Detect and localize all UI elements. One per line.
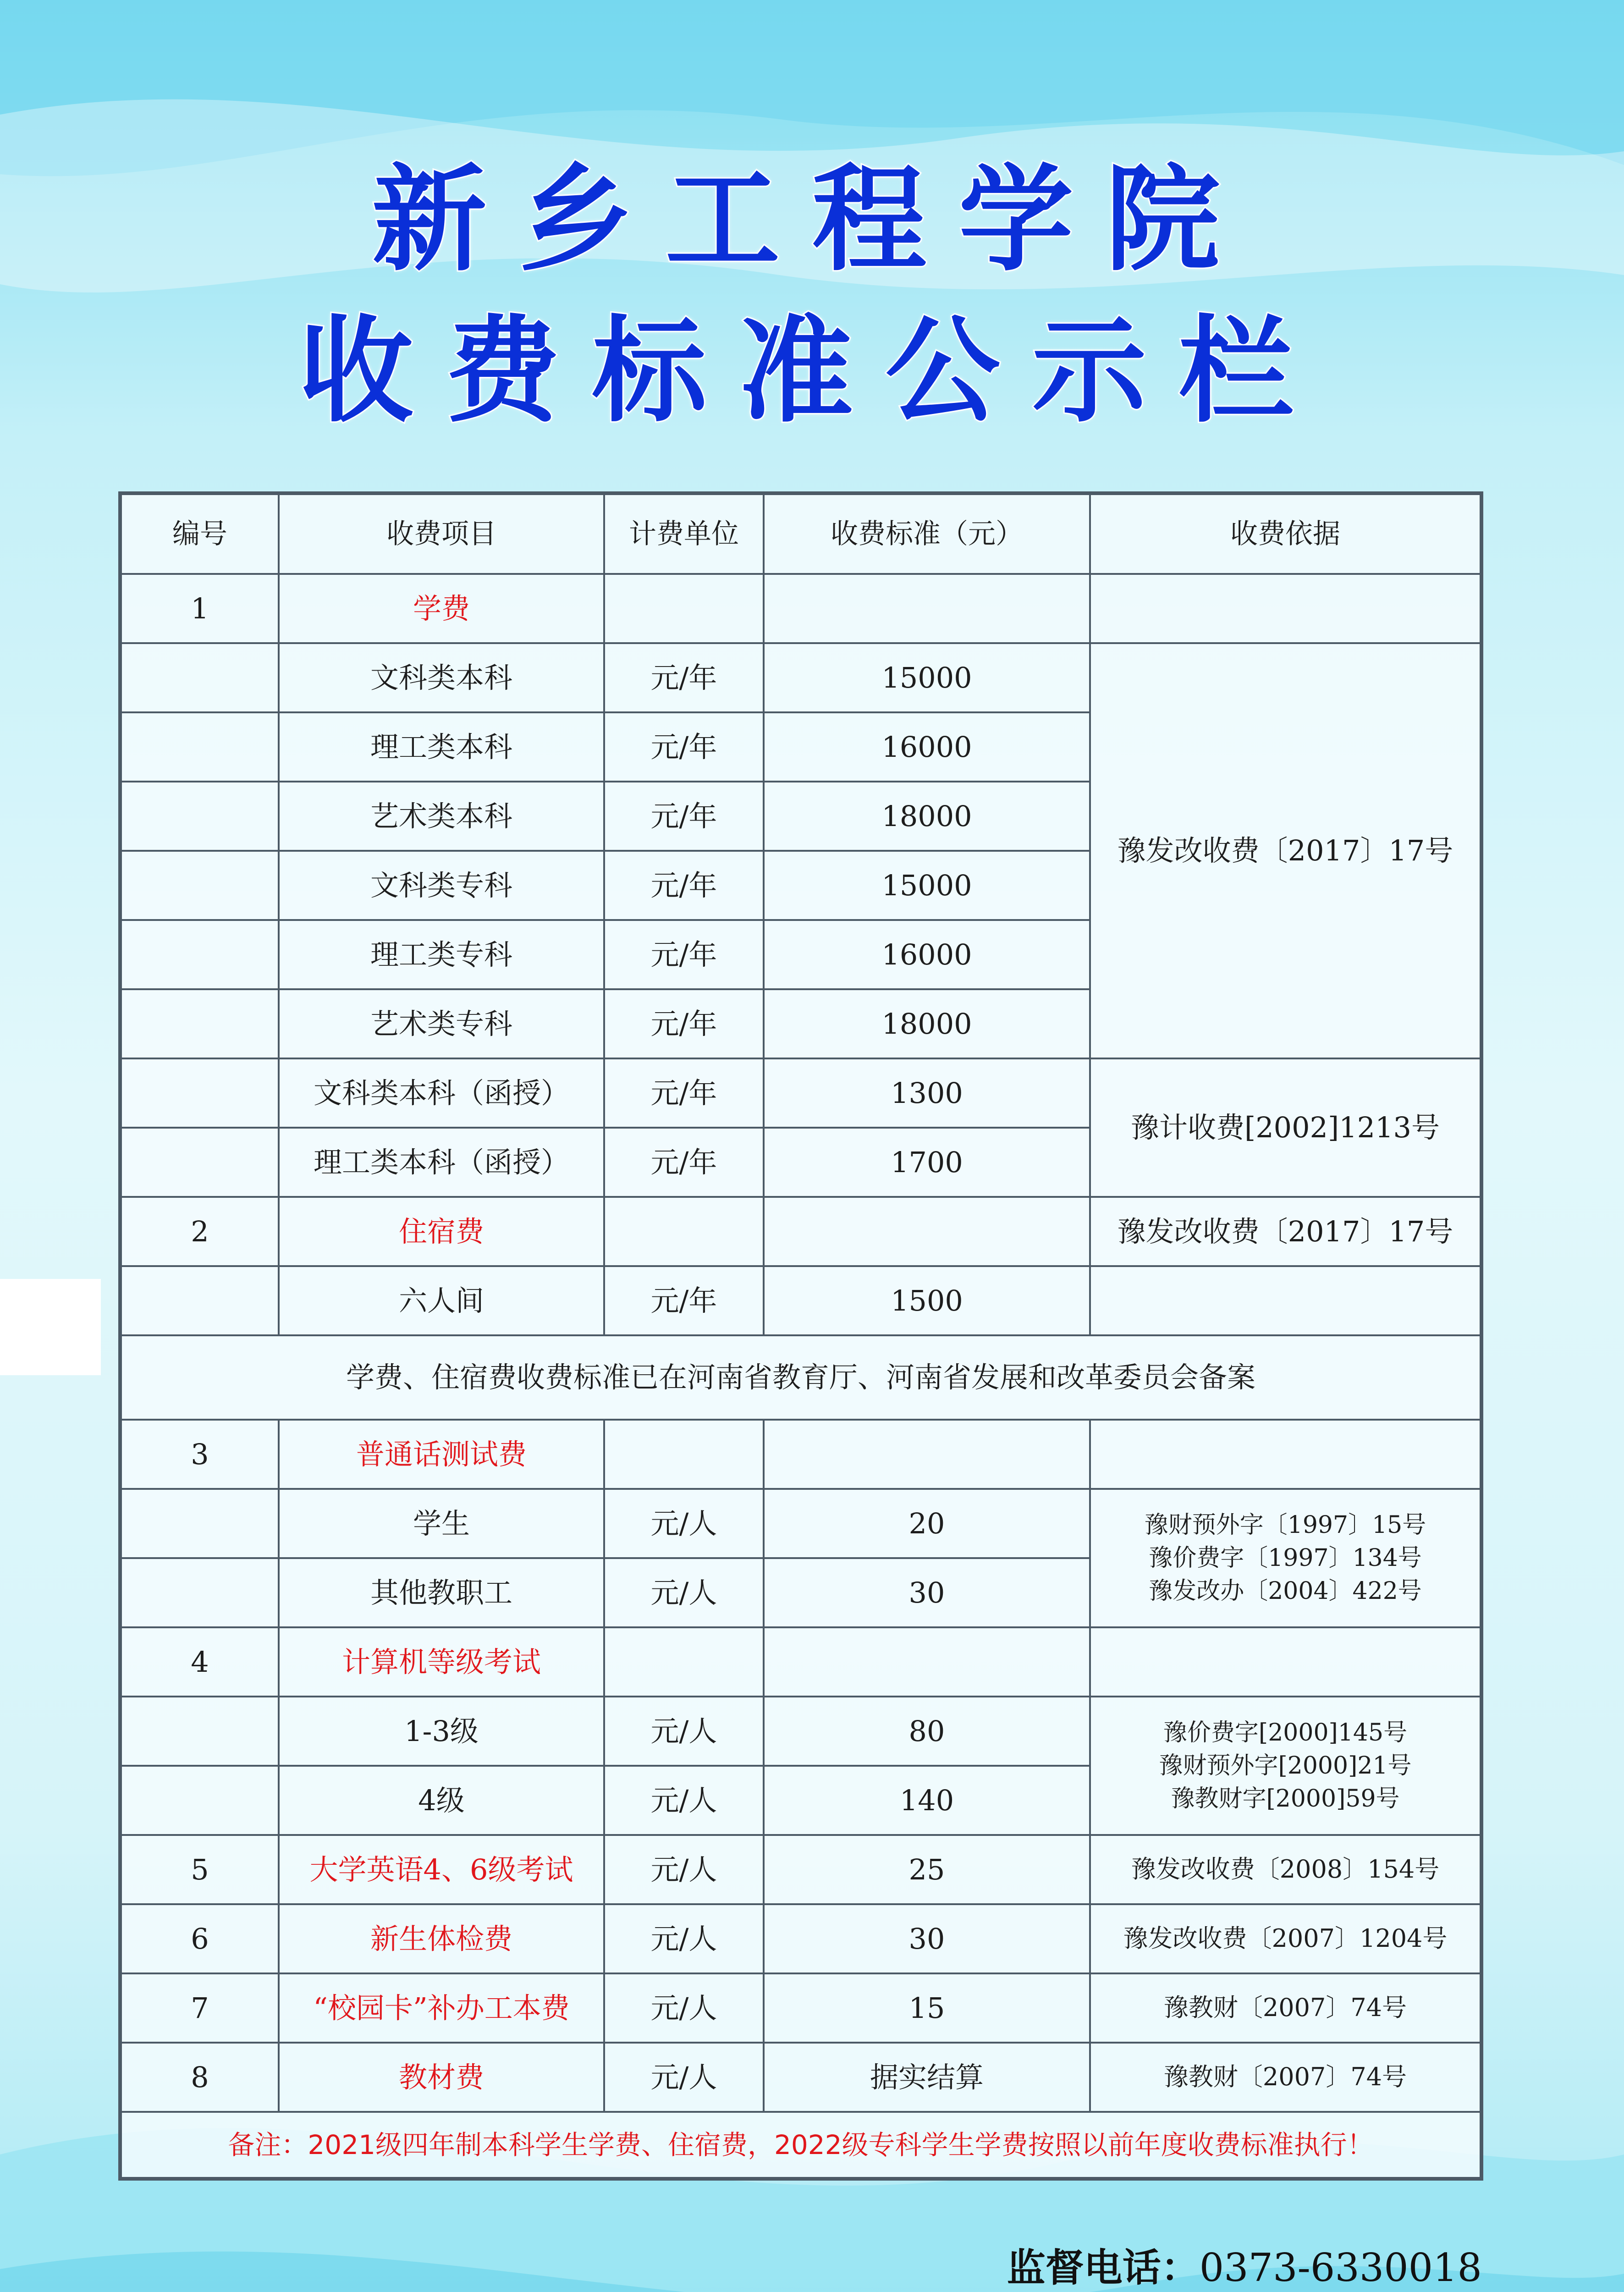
category-name: 大学英语4、6级考试 — [279, 1835, 604, 1904]
row-no: 8 — [120, 2043, 279, 2112]
unit: 元/人 — [604, 1766, 764, 1835]
fee: 16000 — [764, 920, 1090, 989]
row-no: 7 — [120, 1973, 279, 2043]
basis: 豫发改收费〔2008〕154号 — [1090, 1835, 1481, 1904]
unit: 元/年 — [604, 643, 764, 712]
fee: 30 — [764, 1904, 1090, 1973]
category-name: 新生体检费 — [279, 1904, 604, 1973]
fee: 1300 — [764, 1058, 1090, 1128]
table-row — [120, 1627, 1481, 1697]
fee: 80 — [764, 1697, 1090, 1766]
category-name: 学费 — [279, 574, 604, 643]
table-row — [120, 1835, 1481, 1904]
basis-line: 豫教财字[2000]59号 — [1171, 1785, 1400, 1813]
unit: 元/年 — [604, 712, 764, 782]
table-row — [120, 1904, 1481, 1973]
unit: 元/人 — [604, 1489, 764, 1558]
table-row — [120, 643, 1481, 712]
item-name: 学生 — [279, 1489, 604, 1558]
item-name: 文科类本科（函授） — [279, 1058, 604, 1128]
basis: 豫教财〔2007〕74号 — [1090, 1973, 1481, 2043]
unit: 元/年 — [604, 920, 764, 989]
basis: 豫发改收费〔2007〕1204号 — [1090, 1904, 1481, 1973]
basis: 豫计收费[2002]1213号 — [1090, 1058, 1481, 1197]
category-name: “校园卡”补办工本费 — [279, 1973, 604, 2043]
header-no: 编号 — [120, 493, 279, 574]
table-row — [120, 1489, 1481, 1558]
item-name: 理工类本科 — [279, 712, 604, 782]
basis: 豫发改收费〔2017〕17号 — [1090, 643, 1481, 1058]
table-row — [120, 1697, 1481, 1766]
unit: 元/人 — [604, 1835, 764, 1904]
item-name: 艺术类专科 — [279, 989, 604, 1058]
fee: 30 — [764, 1558, 1090, 1627]
row-no: 3 — [120, 1420, 279, 1489]
fee: 15000 — [764, 643, 1090, 712]
basis — [1090, 1489, 1481, 1627]
unit: 元/人 — [604, 1558, 764, 1627]
item-name: 文科类本科 — [279, 643, 604, 712]
basis-line: 豫财预外字〔1997〕15号 — [1144, 1511, 1426, 1539]
unit: 元/年 — [604, 989, 764, 1058]
item-name: 文科类专科 — [279, 851, 604, 920]
unit: 元/人 — [604, 2043, 764, 2112]
unit: 元/年 — [604, 851, 764, 920]
phone-label: 监督电话： — [1007, 2245, 1200, 2290]
basis-line: 豫财预外字[2000]21号 — [1159, 1752, 1412, 1780]
row-no: 4 — [120, 1627, 279, 1697]
table-row — [120, 574, 1481, 643]
category-name: 教材费 — [279, 2043, 604, 2112]
unit: 元/年 — [604, 1058, 764, 1128]
board-title: 收费标准公示栏 — [298, 304, 1326, 438]
unit: 元/人 — [604, 1904, 764, 1973]
category-name: 普通话测试费 — [279, 1420, 604, 1489]
basis-line: 豫价费字〔1997〕134号 — [1149, 1544, 1422, 1572]
item-name: 其他教职工 — [279, 1558, 604, 1627]
header-unit: 计费单位 — [604, 493, 764, 574]
category-name: 住宿费 — [279, 1197, 604, 1266]
fee: 18000 — [764, 782, 1090, 851]
item-name: 理工类专科 — [279, 920, 604, 989]
remark-row — [120, 2112, 1481, 2179]
fee: 20 — [764, 1489, 1090, 1558]
white-side-block — [0, 1279, 101, 1375]
fee: 15 — [764, 1973, 1090, 2043]
fee: 16000 — [764, 712, 1090, 782]
table-row — [120, 1266, 1481, 1335]
fee: 据实结算 — [764, 2043, 1090, 2112]
fee: 140 — [764, 1766, 1090, 1835]
fee-table — [118, 491, 1483, 2181]
basis: 豫教财〔2007〕74号 — [1090, 2043, 1481, 2112]
filing-note: 学费、住宿费收费标准已在河南省教育厅、河南省发展和改革委员会备案 — [120, 1335, 1481, 1420]
fee: 1500 — [764, 1266, 1090, 1335]
fee: 1700 — [764, 1128, 1090, 1197]
table-row — [120, 1973, 1481, 2043]
basis-line: 豫发改办〔2004〕422号 — [1149, 1577, 1422, 1605]
header-fee: 收费标准（元） — [764, 493, 1090, 574]
header-item: 收费项目 — [279, 493, 604, 574]
item-name: 艺术类本科 — [279, 782, 604, 851]
row-no: 5 — [120, 1835, 279, 1904]
unit: 元/人 — [604, 1973, 764, 2043]
supervision-phone — [1007, 2237, 1482, 2292]
basis-line: 豫价费字[2000]145号 — [1163, 1719, 1408, 1747]
item-name: 理工类本科（函授） — [279, 1128, 604, 1197]
item-name: 1-3级 — [279, 1697, 604, 1766]
table-row — [120, 2043, 1481, 2112]
basis: 豫发改收费〔2017〕17号 — [1090, 1197, 1481, 1266]
phone-number: 0373-6330018 — [1199, 2245, 1482, 2290]
table-row — [120, 1420, 1481, 1489]
table-row — [120, 1197, 1481, 1266]
fee: 18000 — [764, 989, 1090, 1058]
category-name: 计算机等级考试 — [279, 1627, 604, 1697]
item-name: 六人间 — [279, 1266, 604, 1335]
row-no: 2 — [120, 1197, 279, 1266]
fee: 25 — [764, 1835, 1090, 1904]
fee: 15000 — [764, 851, 1090, 920]
unit: 元/年 — [604, 782, 764, 851]
row-no: 1 — [120, 574, 279, 643]
table-row — [120, 1058, 1481, 1128]
item-name: 4级 — [279, 1766, 604, 1835]
row-no: 6 — [120, 1904, 279, 1973]
filing-note-row — [120, 1335, 1481, 1420]
unit: 元/人 — [604, 1697, 764, 1766]
table-header-row — [120, 493, 1481, 574]
school-name-title: 新乡工程学院 — [372, 153, 1252, 286]
unit: 元/年 — [604, 1266, 764, 1335]
unit: 元/年 — [604, 1128, 764, 1197]
remark: 备注：2021级四年制本科学生学费、住宿费，2022级专科学生学费按照以前年度收费标准执行！ — [120, 2112, 1481, 2179]
basis — [1090, 1697, 1481, 1835]
header-basis: 收费依据 — [1090, 493, 1481, 574]
